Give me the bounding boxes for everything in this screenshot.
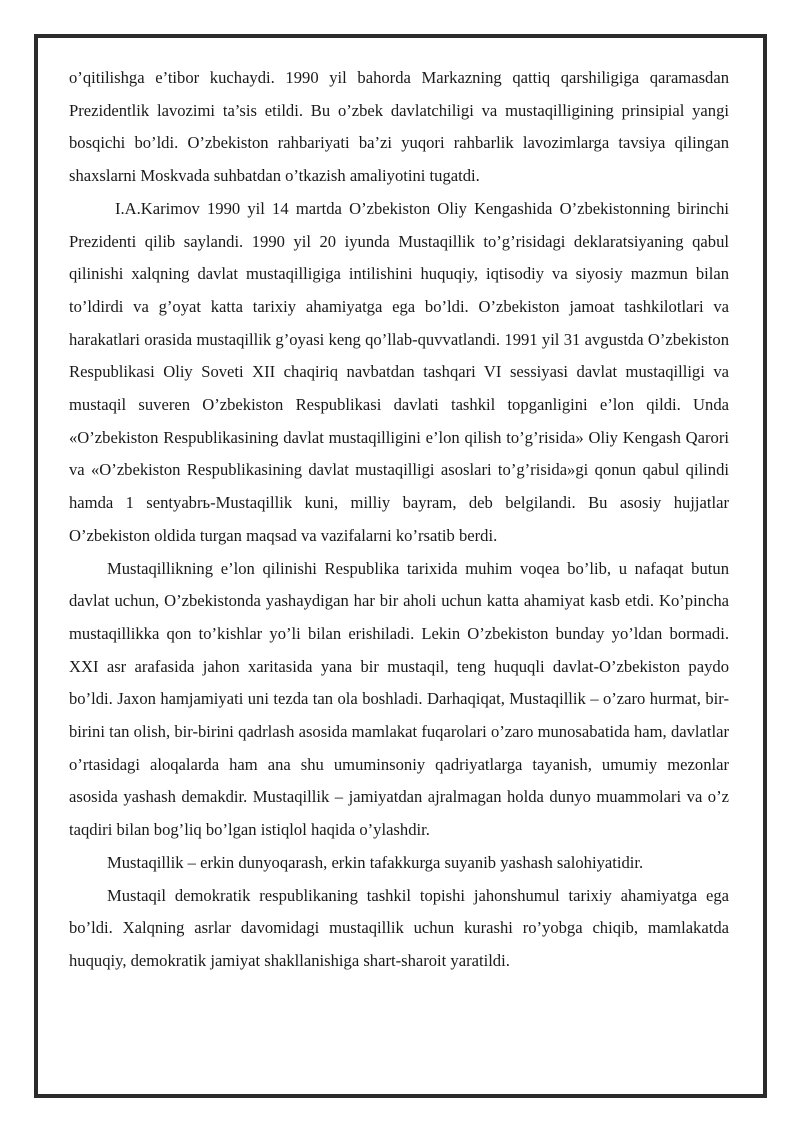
paragraph-4: Mustaqillik – erkin dunyoqarash, erkin tafakkurga suyanib yashash salohiyatidir. <box>107 852 644 872</box>
document-body <box>69 62 729 978</box>
paragraph-1: o’qitilishga e’tibor kuchaydi. 1990 yil bahorda Markazning qattiq qarshiligiga qaramasdan Prezidentlik lavozimi ta’sis etildi. Bu o’zbek davlatchiligi va mustaqilligining prinsipial yangi bosqichi bo’ldi. O’zbekiston rahbariyati ba’zi yuqori rahbarlik lavozimlarga tavsiya qilingan shaxslarni Moskvada suhbatdan o’tkazish amaliyotini tugatdi. <box>69 68 729 186</box>
paragraph-5: Mustaqil demokratik respublikaning tashkil topishi jahonshumul tarixiy ahamiyatga ega bo’ldi. Xalqning asrlar davomidagi mustaqillik uchun kurashi ro’yobga chiqib, mamlakatda huquqiy, demokratik jamiyat shakllanishiga shart-sharoit yaratildi. <box>69 885 729 970</box>
paragraph-3: Mustaqillikning e’lon qilinishi Respublika tarixida muhim voqea bo’lib, u nafaqat butun davlat uchun, O’zbekistonda yashaydigan har bir aholi uchun katta ahamiyat kasb etdi. Ko’pincha mustaqillikka qon to’kishlar yo’li bilan erishiladi. Lekin O’zbekiston bunday yo’ldan bormadi. XXI asr arafasida jahon xaritasida yana bir mustaqil, teng huquqli davlat-O’zbekiston paydo bo’ldi. Jaxon hamjamiyati uni tezda tan ola boshladi. Darhaqiqat, Mustaqillik – o’zaro hurmat, bir-birini tan olish, bir-birini qadrlash asosida mamlakat fuqarolari o’zaro munosabatida ham, davlatlar o’rtasidagi aloqalarda ham ana shu umuminsoniy qadriyatlarga tayanish, umumiy mezonlar asosida yashash demakdir. Mustaqillik – jamiyatdan ajralmagan holda dunyo muammolari va o’z taqdiri bilan bog’liq bo’lgan istiqlol haqida o’ylashdir. <box>69 558 729 840</box>
paragraph-2: I.A.Karimov 1990 yil 14 martda O’zbekiston Oliy Kengashida O’zbekistonning birinchi Prezidenti qilib saylandi. 1990 yil 20 iyunda Mustaqillik to’g’risidagi deklaratsiyaning qabul qilinishi xalqning davlat mustaqilligiga intilishini huquqiy, iqtisodiy va siyosiy mazmun bilan to’ldirdi va g’oyat katta tarixiy ahamiyatga ega bo’ldi. O’zbekiston jamoat tashkilotlari va harakatlari orasida mustaqillik g’oyasi keng qo’llab-quvvatlandi. 1991 yil 31 avgustda O’zbekiston Respublikasi Oliy Soveti XII chaqiriq navbatdan tashqari VI sessiyasi davlat mustaqilligi va mustaqil suveren O’zbekiston Respublikasi davlati tashkil topganligini e’lon qildi. Unda «O’zbekiston Respublikasining davlat mustaqilligini e’lon qilish to’g’risida» Oliy Kengash Qarori va «O’zbekiston Respublikasining davlat mustaqilligi asoslari to’g’risida»gi qonun qabul qilindi hamda 1 sentyabrь-Mustaqillik kuni, milliy bayram, deb belgilandi. Bu asosiy hujjatlar O’zbekiston oldida turgan maqsad va vazifalarni ko’rsatib berdi. <box>69 198 729 545</box>
page-frame <box>34 34 767 1098</box>
